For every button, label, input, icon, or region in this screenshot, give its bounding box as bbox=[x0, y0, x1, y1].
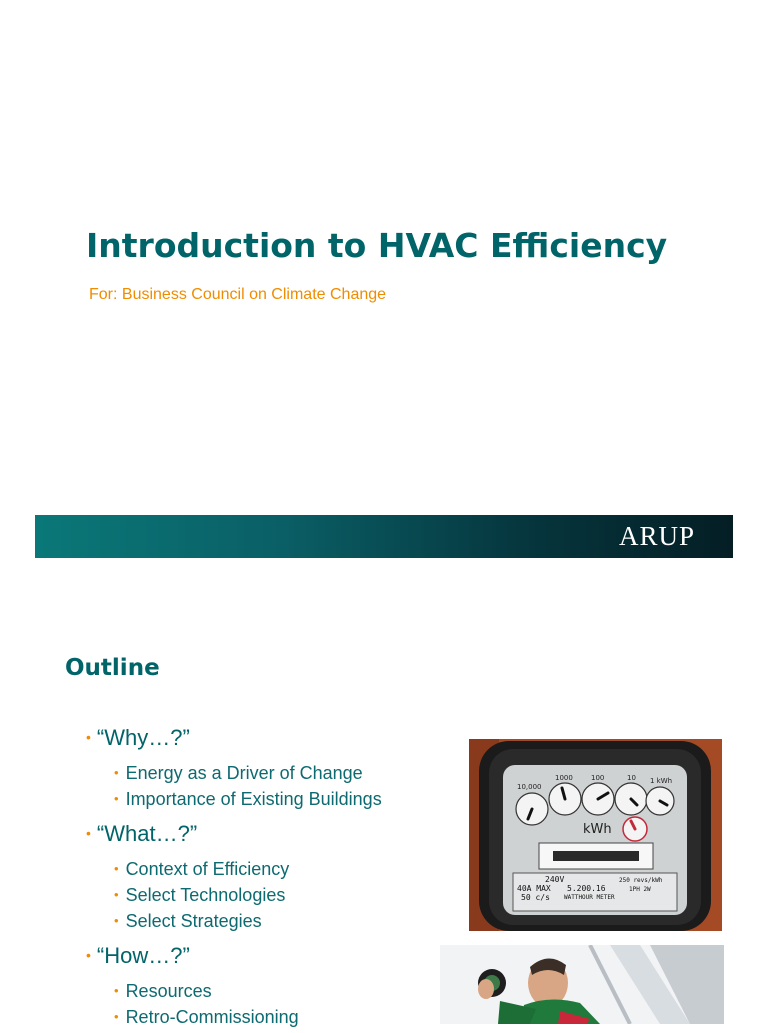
list-item: • Context of Efficiency bbox=[114, 859, 290, 879]
list-item: • Retro-Commissioning bbox=[114, 1007, 299, 1027]
list-item: • Resources bbox=[114, 981, 212, 1001]
section-label: “How…?” bbox=[96, 943, 190, 968]
bullet-icon: • bbox=[114, 913, 119, 928]
worker-illustration bbox=[440, 945, 724, 1024]
bullet-icon: • bbox=[86, 947, 91, 963]
meter-dial-label: 100 bbox=[591, 774, 605, 782]
bullet-icon: • bbox=[114, 791, 119, 806]
meter-plate-text: WATTHOUR METER bbox=[564, 894, 615, 901]
outline-section-how bbox=[86, 943, 466, 1033]
outline-slide bbox=[0, 580, 768, 1027]
meter-dial-label: 1000 bbox=[555, 774, 573, 782]
bullet-icon: • bbox=[114, 887, 119, 902]
list-item: • Select Technologies bbox=[114, 885, 286, 905]
outline-section-why bbox=[86, 725, 466, 815]
bullet-icon: • bbox=[114, 765, 119, 780]
list-item: • Select Strategies bbox=[114, 911, 262, 931]
slide-subtitle: For: Business Council on Climate Change bbox=[89, 286, 387, 303]
meter-plate-text: 40A MAX bbox=[517, 884, 551, 893]
meter-plate-text: 50 c/s bbox=[521, 893, 550, 902]
bullet-icon: • bbox=[114, 861, 119, 876]
meter-dial-label: 1 kWh bbox=[650, 777, 673, 785]
meter-dial-label: 10,000 bbox=[517, 783, 542, 791]
slide-title: Introduction to HVAC Efficiency bbox=[86, 226, 668, 265]
meter-plate-text: 250 revs/kWh bbox=[619, 877, 663, 884]
footer-band bbox=[35, 515, 733, 558]
electricity-meter-photo bbox=[469, 739, 722, 931]
meter-plate-text: 240V bbox=[545, 875, 565, 884]
worker-photo bbox=[440, 945, 724, 1024]
meter-dial-label: 10 bbox=[627, 774, 636, 782]
bullet-icon: • bbox=[86, 825, 91, 841]
section-label: “Why…?” bbox=[96, 725, 190, 750]
outline-list bbox=[86, 725, 466, 1033]
meter-plate-text: 1PH 2W bbox=[629, 886, 651, 893]
meter-illustration bbox=[469, 739, 722, 931]
section-label: “What…?” bbox=[96, 821, 198, 846]
list-item: • Energy as a Driver of Change bbox=[114, 763, 363, 783]
bullet-icon: • bbox=[114, 1009, 119, 1024]
outline-section-what bbox=[86, 821, 466, 937]
arup-logo: ARUP bbox=[618, 521, 695, 551]
bullet-icon: • bbox=[114, 983, 119, 998]
meter-unit: kWh bbox=[583, 822, 612, 837]
bullet-icon: • bbox=[86, 729, 91, 745]
meter-plate-text: 5.200.16 bbox=[567, 884, 606, 893]
outline-heading: Outline bbox=[65, 655, 160, 681]
list-item: • Importance of Existing Buildings bbox=[114, 789, 382, 809]
